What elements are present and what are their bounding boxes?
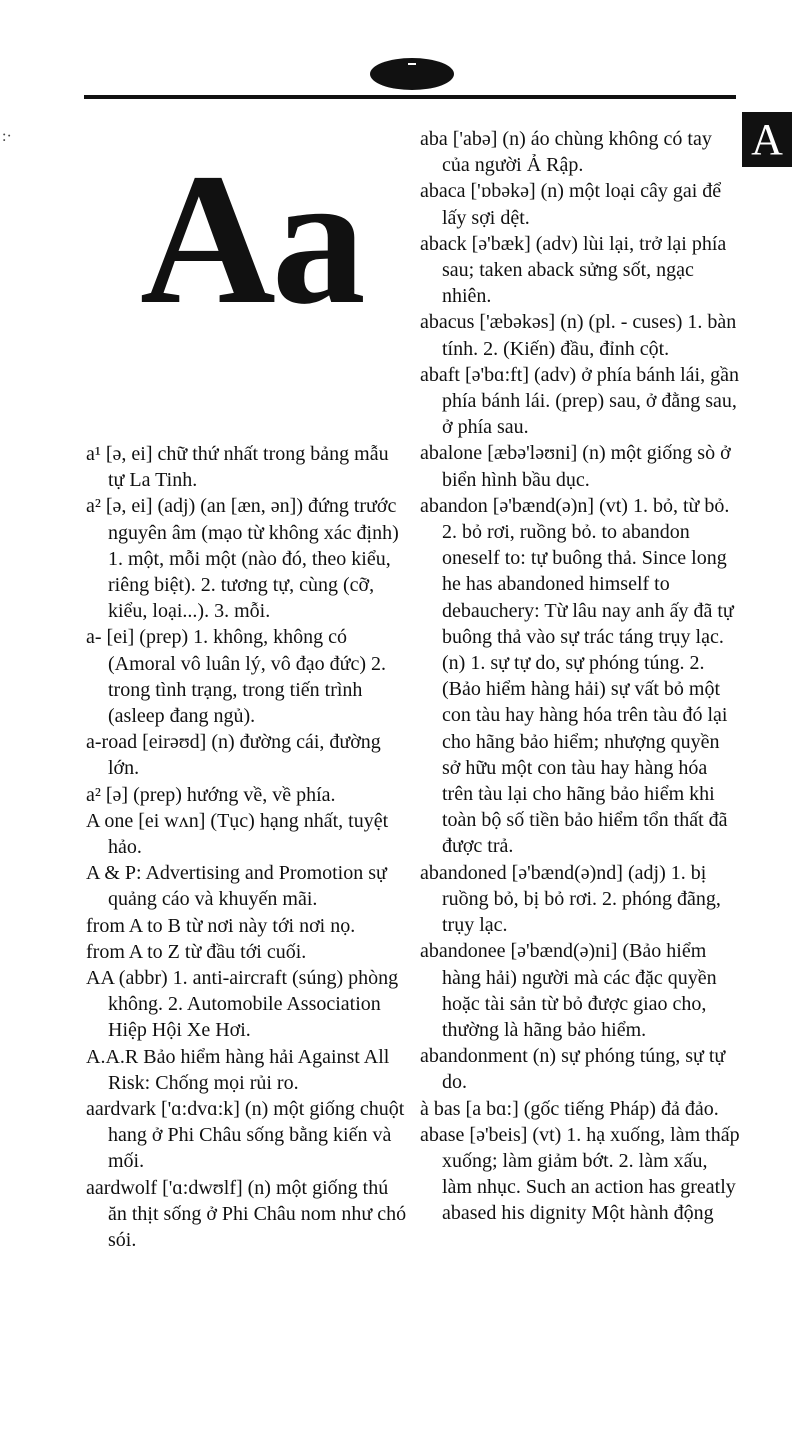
dictionary-entry: aardvark ['ɑ:dvɑ:k] (n) một giống chuột hang ở Phi Châu sống bằng kiến và mối. xyxy=(86,1098,405,1173)
dictionary-entry: abandonment (n) sự phóng túng, sự tự do. xyxy=(420,1045,726,1094)
dictionary-entry: abandonee [ə'bænd(ə)ni] (Bảo hiểm hàng hải) người mà các đặc quyền hoặc tài sản từ bỏ được giao cho, thường là hãng bảo hiểm. xyxy=(420,940,717,1041)
section-letter-heading: Aa xyxy=(140,134,362,343)
dictionary-entry: from A to B từ nơi này tới nơi nọ. xyxy=(86,914,356,937)
dictionary-entry: A.A.R Bảo hiểm hàng hải Against All Risk: Chống mọi rủi ro. xyxy=(86,1045,390,1094)
dictionary-entry: abandon [ə'bænd(ə)n] (vt) 1. bỏ, từ bỏ. 2. bỏ rơi, ruồng bỏ. to abandon oneself to: tự buông thả. Since long he has abandoned himself to debauchery: Từ lâu nay anh ấy đã tự buông thả vào sự trác táng trụy lạc. (n) 1. sự tự do, sự phóng túng. 2. (Bảo hiểm hàng hải) sự vất bỏ một con tàu hay hàng hóa trên tàu đó lại cho hãng bảo hiểm; nhượng quyền sở hữu một con tàu hay hàng hóa trên tàu lại cho hãng bảo hiểm khi toàn bộ số tiền bảo hiểm tổn thất đã được trả. xyxy=(420,494,734,858)
page-number-oval xyxy=(370,58,454,90)
thumb-index-tab: A xyxy=(742,112,792,167)
dictionary-entry: AA (abbr) 1. anti-aircraft (súng) phòng không. 2. Automobile Association Hiệp Hội Xe Hơi. xyxy=(86,967,399,1042)
dictionary-entry: abase [ə'beis] (vt) 1. hạ xuống, làm thấp xuống; làm giảm bớt. 2. làm xấu, làm nhục. Such an action has greatly abased his dignity Một hành động xyxy=(420,1123,740,1225)
dictionary-entry: aba ['abə] (n) áo chùng không có tay của người Ả Rập. xyxy=(420,128,712,177)
dictionary-entry: a² [ə, ei] (adj) (an [æn, ən]) đứng trước nguyên âm (mạo từ không xác định) 1. một, mỗi một (nào đó, theo kiểu, riêng biệt). 2. tương tự, cùng (cỡ, kiểu, loại...). 3. mỗi. xyxy=(86,495,399,623)
dictionary-entry: abaft [ə'bɑ:ft] (adv) ở phía bánh lái, gần phía bánh lái. (prep) sau, ở đằng sau, ở phía sau. xyxy=(420,363,739,439)
left-column xyxy=(86,441,408,1253)
dictionary-entry: a¹ [ə, ei] chữ thứ nhất trong bảng mẫu tự La Tinh. xyxy=(86,443,389,492)
dictionary-entry: a² [ə] (prep) hướng về, về phía. xyxy=(86,783,336,806)
dictionary-entry: from A to Z từ đầu tới cuối. xyxy=(86,940,307,963)
dictionary-entry: à bas [a bɑ:] (gốc tiếng Pháp) đả đảo. xyxy=(420,1097,719,1120)
dictionary-entry: a- [ei] (prep) 1. không, không có (Amoral vô luân lý, vô đạo đức) 2. trong tình trạng, trong tiến trình (asleep đang ngủ). xyxy=(86,626,386,728)
dictionary-entry: abandoned [ə'bænd(ə)nd] (adj) 1. bị ruồng bỏ, bị bỏ rơi. 2. phóng đãng, trụy lạc. xyxy=(420,861,721,937)
dictionary-entry: aback [ə'bæk] (adv) lùi lại, trở lại phía sau; taken aback sửng sốt, ngạc nhiên. xyxy=(420,232,727,308)
dictionary-entry: abalone [æbə'ləʊni] (n) một giống sò ở biển hình bầu dục. xyxy=(420,442,731,491)
dictionary-entry: A one [ei wʌn] (Tục) hạng nhất, tuyệt hảo. xyxy=(86,809,389,859)
dictionary-entry: aardwolf ['ɑ:dwʊlf] (n) một giống thú ăn thịt sống ở Phi Châu nom như chó sói. xyxy=(86,1176,407,1252)
margin-mark: :· xyxy=(2,128,12,145)
dictionary-entry: A & P: Advertising and Promotion sự quảng cáo và khuyến mãi. xyxy=(86,862,387,911)
header-rule xyxy=(84,95,736,99)
right-column xyxy=(420,126,742,1227)
dictionary-entry: abacus ['æbəkəs] (n) (pl. - cuses) 1. bàn tính. 2. (Kiến) đầu, đỉnh cột. xyxy=(420,311,737,360)
dictionary-entry: a-road [eirəʊd] (n) đường cái, đường lớn. xyxy=(86,731,381,780)
dictionary-entry: abaca ['ɒbəkə] (n) một loại cây gai để lấy sợi dệt. xyxy=(420,180,722,229)
